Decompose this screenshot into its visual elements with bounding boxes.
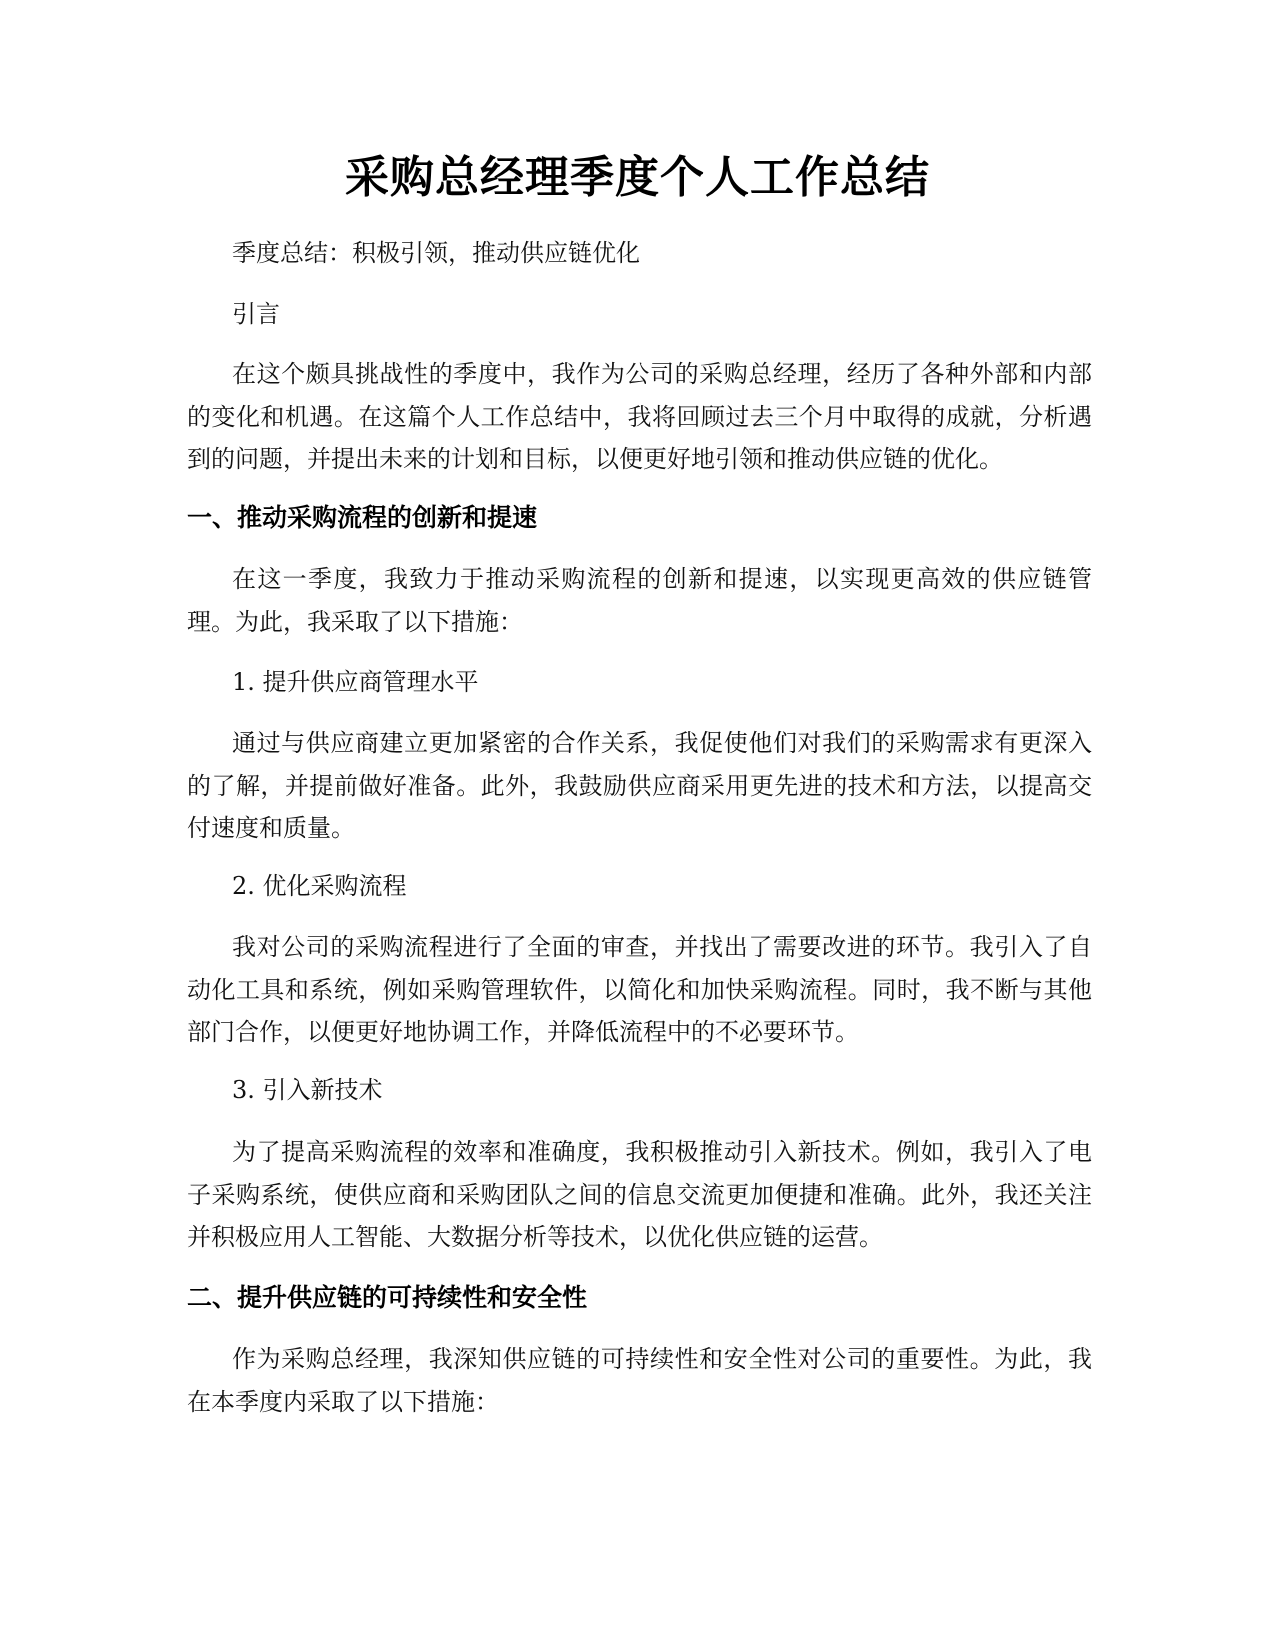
subtitle: 季度总结：积极引领，推动供应链优化 (232, 239, 640, 267)
item1-label: 1. 提升供应商管理水平 (232, 668, 479, 696)
item1-text: 通过与供应商建立更加紧密的合作关系，我促使他们对我们的采购需求有更深入的了解，并提前做好准备。此外，我鼓励供应商采用更先进的技术和方法，以提高交付速度和质量。 (187, 729, 1092, 842)
intro-paragraph: 在这个颇具挑战性的季度中，我作为公司的采购总经理，经历了各种外部和内部的变化和机遇。在这篇个人工作总结中，我将回顾过去三个月中取得的成就，分析遇到的问题，并提出未来的计划和目标，以便更好地引领和推动供应链的优化。 (187, 360, 1092, 473)
item2-label: 2. 优化采购流程 (232, 872, 407, 900)
item3-label: 3. 引入新技术 (232, 1076, 383, 1104)
section2-heading: 二、提升供应链的可持续性和安全性 (187, 1283, 588, 1312)
intro-label: 引言 (232, 300, 280, 328)
document-title: 采购总经理季度个人工作总结 (345, 152, 930, 203)
section1-paragraph: 在这一季度，我致力于推动采购流程的创新和提速，以实现更高效的供应链管理。为此，我采取了以下措施： (187, 565, 1092, 636)
section2-paragraph: 作为采购总经理，我深知供应链的可持续性和安全性对公司的重要性。为此，我在本季度内采取了以下措施： (187, 1345, 1092, 1416)
item3-text: 为了提高采购流程的效率和准确度，我积极推动引入新技术。例如，我引入了电子采购系统，使供应商和采购团队之间的信息交流更加便捷和准确。此外，我还关注并积极应用人工智能、大数据分析等技术，以优化供应链的运营。 (187, 1138, 1092, 1251)
section1-heading: 一、推动采购流程的创新和提速 (187, 503, 538, 532)
item2-text: 我对公司的采购流程进行了全面的审查，并找出了需要改进的环节。我引入了自动化工具和系统，例如采购管理软件，以简化和加快采购流程。同时，我不断与其他部门合作，以便更好地协调工作，并降低流程中的不必要环节。 (187, 933, 1092, 1046)
